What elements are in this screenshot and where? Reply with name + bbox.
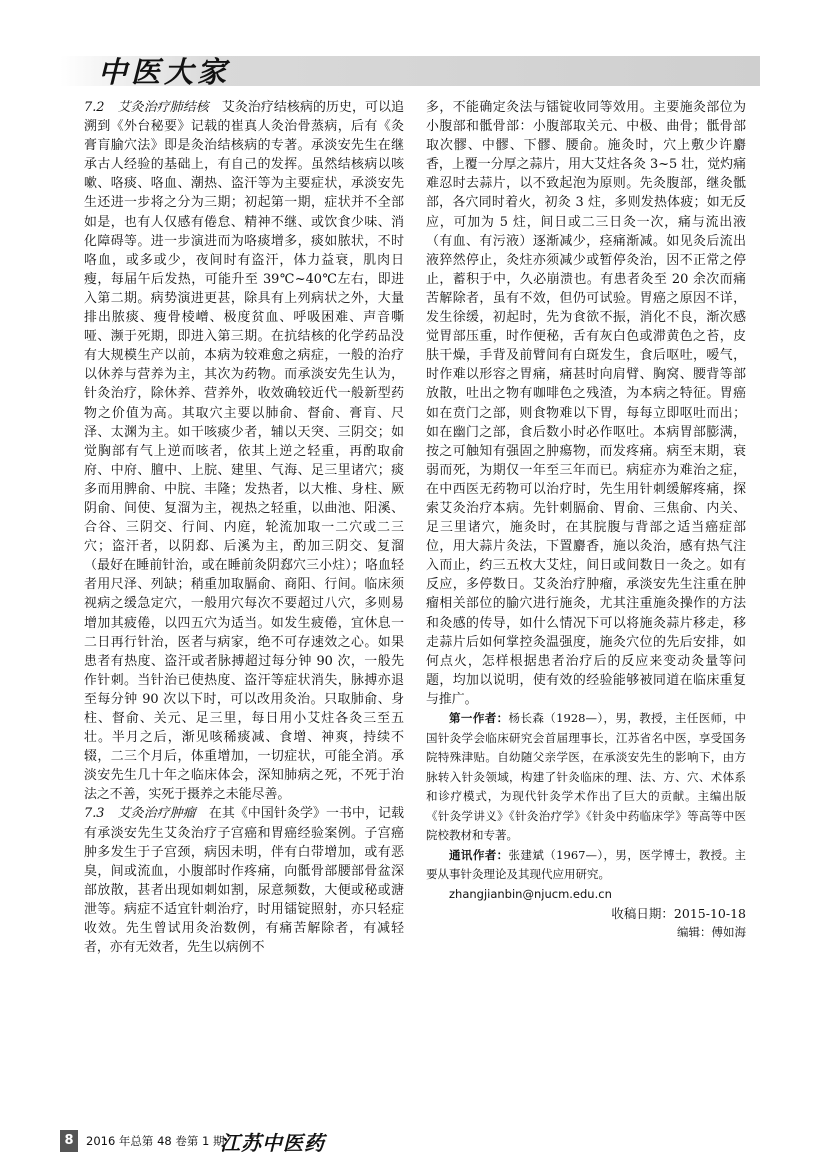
received-date: 收稿日期：2015-10-18	[611, 905, 746, 921]
author-email[interactable]: zhangjianbin@njucm.edu.cn	[449, 886, 612, 901]
journal-logo: 江苏中医药	[220, 1131, 325, 1155]
section-title: 中医大家	[98, 55, 231, 89]
paragraph-lung-tb	[84, 98, 404, 804]
editor-credit: 编辑：傅如海	[677, 924, 746, 939]
left-column	[84, 98, 404, 957]
paragraph-tumor	[84, 804, 404, 957]
paragraph-tumor-continued: 多，不能确定灸法与镭锭收同等效用。主要施灸部位为小腹部和骶骨部：小腹部取关元、中极、曲骨；骶骨部取次髎、中髎、下髎、腰俞。施灸时，穴上敷少许麝香，上覆一分厚之蒜片，用大艾炷各灸 3~5 壮，觉灼痛难忍时去蒜片，以不致起泡为原则。先灸腹部，继灸骶部，各穴同时着火，初灸 3 炷，多则发热体疲；如无反应，可加为 5 炷，间日或二三日灸一次，痛与流出液（有血、有污液）逐渐减少，痉痛渐减。如见灸后流出液猝然停止，灸炷亦须减少或暂停灸治，因不正常之停止，蓄积于中，久必崩溃也。有患者灸至 20 余次而痛苦解除者，虽有不效，但仍可试验。胃癌之原因不详，发生徐缓，初起时，先为食欲不振，消化不良，渐次感觉胃部压重，时作便秘，舌有灰白色或滞黄色之苔，皮肤干燥，手背及前臂间有白斑发生，食后呕吐，嗳气，时作难以形容之胃痛，痛甚时向肩臂、胸窝、腰背等部放散，吐出之物有咖啡色之残渣，为本病之特征。胃癌如在贲门之部，则食物难以下胃，每每立即呕吐而出；如在幽门之部，食后数小时必作呕吐。本病胃部膨满，按之可触知有强固之肿瘍物，而发疼痛。病至末期，衰弱而死，为期仅一年至三年而已。病症亦为难治之症，在中西医无药物可以治疗时，先生用针刺缓解疼痛，探索艾灸治疗本病。先针刺膈俞、胃俞、三焦俞、内关、足三里诸穴，施灸时，在其脘腹与背部之适当癌症部位，用大蒜片灸法，下置麝香，施以灸治，感有热气注入而止，约三五枚大艾炷，间日或间数日一灸之。如有反应，多停数日。艾灸治疗肿瘤，承淡安先生注重在肿瘤相关部位的腧穴进行施灸，尤其注重施灸操作的方法和灸感的传导，如什么情况下可以将施灸蒜片移走，移走蒜片后如何掌控灸温强度，施灸穴位的先后安排，如何点火，怎样根据患者治疗后的反应来变动灸量等问题，均加以说明，使有效的经验能够被同道在临床重复与推广。	[426, 100, 746, 707]
section-heading-7-3: 7.3 艾灸治疗肿瘤	[84, 806, 196, 822]
issue-info: 2016 年总第 48 卷第 1 期	[86, 1134, 225, 1148]
corresponding-author-label: 通讯作者：	[449, 847, 509, 862]
corresponding-author-bio	[426, 846, 746, 885]
section-body-7-2: 艾灸治疗结核病的历史，可以追溯到《外台秘要》记载的崔真人灸治骨蒸病，后有《灸膏肓腧穴法》即是灸治结核病的专著。承淡安先生在继承古人经验的基础上，有自己的发挥。虽然结核病以咳嗽、咯痰、咯血、潮热、盗汗等为主要症状，承淡安先生还进一步将之分为三期；初起第一期，症状并不全部如是，也有人仅感有倦怠、精神不继、或饮食少味、消化障碍等。进一步演进而为咯痰增多，痰如脓状，不时咯血，或多或少，夜间时有盗汗，体力益衰，肌肉日瘦，每届午后发热，可能升至 39℃~40℃左右，即进入第二期。病势演进更甚，除具有上列病状之外，大量排出脓痰、瘦骨棱嶒、极度贫血、呼吸困难、声音嘶哑、濒于死期，即进入第三期。在抗结核的化学药品没有大规模生产以前，本病为较难愈之病症，一般的治疗以休养与营养为主，其次为药物。而承淡安先生认为，针灸治疗，除休养、营养外，收效确较近代一般新型药物之价值为高。其取穴主要以肺俞、督俞、膏肓、尺泽、太渊为主。如干咳痰少者，辅以天突、三阴交；如觉胸部有气上逆而咳者，依其上逆之轻重，再酌取俞府、中府、膻中、上脘、建里、气海、足三里诸穴；痰多而用脾俞、中脘、丰隆；发热者，以大椎、身柱、厥阴俞、间使、复溜为主，视热之轻重，以曲池、阳溪、合谷、三阴交、行间、内庭，轮流加取一二穴或二三穴；盗汗者，以阴郄、后溪为主，酌加三阴交、复溜（最好在睡前针治，或在睡前灸阴郄穴三小炷）；咯血轻者用尺泽、列缺；稍重加取膈俞、商阳、行间。临床须视病之缓急定穴，一般用穴每次不要超过八穴，多则易增加其疲倦，以四五穴为适当。如发生疲倦，宜休息一二日再行针治，医者与病家，绝不可存速效之心。如果患者有热度、盗汗或者脉搏超过每分钟 90 次，一般先作针刺。当针治已使热度、盗汗等症状消失，脉搏亦退至每分钟 90 次以下时，可以改用灸治。只取肺俞、身柱、督俞、关元、足三里，每日用小艾炷各灸三至五壮。半月之后，渐见咳稀痰减、食增、神爽，持续不辍，二三个月后，体重增加，一切症状，可能全消。承淡安先生几十年之临床体会，深知肺病之死，不死于治法之不善，实死于摄养之未能尽善。	[84, 100, 405, 803]
page-footer	[60, 1130, 620, 1155]
first-author-text: 杨长森（1928—），男，教授，主任医师，中国针灸学会临床研究会首届理事长，江苏省名中医，享受国务院特殊津贴。自幼随父亲学医，在承淡安先生的影响下，由方脉转入针灸领域，构建了针灸临床的理、法、方、穴、术体系和诊疗模式，为现代针灸学术作出了巨大的贡献。主编出版《针灸学讲义》《针灸治疗学》《针灸中药临床学》等高等中医院校教材和专著。	[426, 711, 747, 842]
section-body-7-3: 在其《中国针灸学》一书中，记载有承淡安先生艾灸治疗子宫癌和胃癌经验案例。子宫癌肿多发生于子宫颈，病因未明，伴有白带增加，或有恶臭，间或流血，小腹部时作疼痛，向骶骨部腰部骨盆深部放散，甚者出现如刺如割，尿意频数，大便或秘或溏泄等。病症不适宜针刺治疗，时用镭锭照射，亦只轻症收效。先生曾试用灸治数例，有痛苦解除者，有减轻者，亦有无效者，先生以病例不	[84, 806, 405, 956]
first-author-label: 第一作者：	[449, 711, 509, 725]
first-author-bio	[426, 709, 746, 846]
section-heading-7-2: 7.2 艾灸治疗肺结核	[84, 100, 209, 115]
corresponding-author-text: 张建斌（1967—），男，医学博士，教授。主要从事针灸理论及其现代应用研究。	[426, 847, 747, 881]
page-number: 8	[60, 1130, 78, 1152]
right-column	[426, 98, 746, 942]
